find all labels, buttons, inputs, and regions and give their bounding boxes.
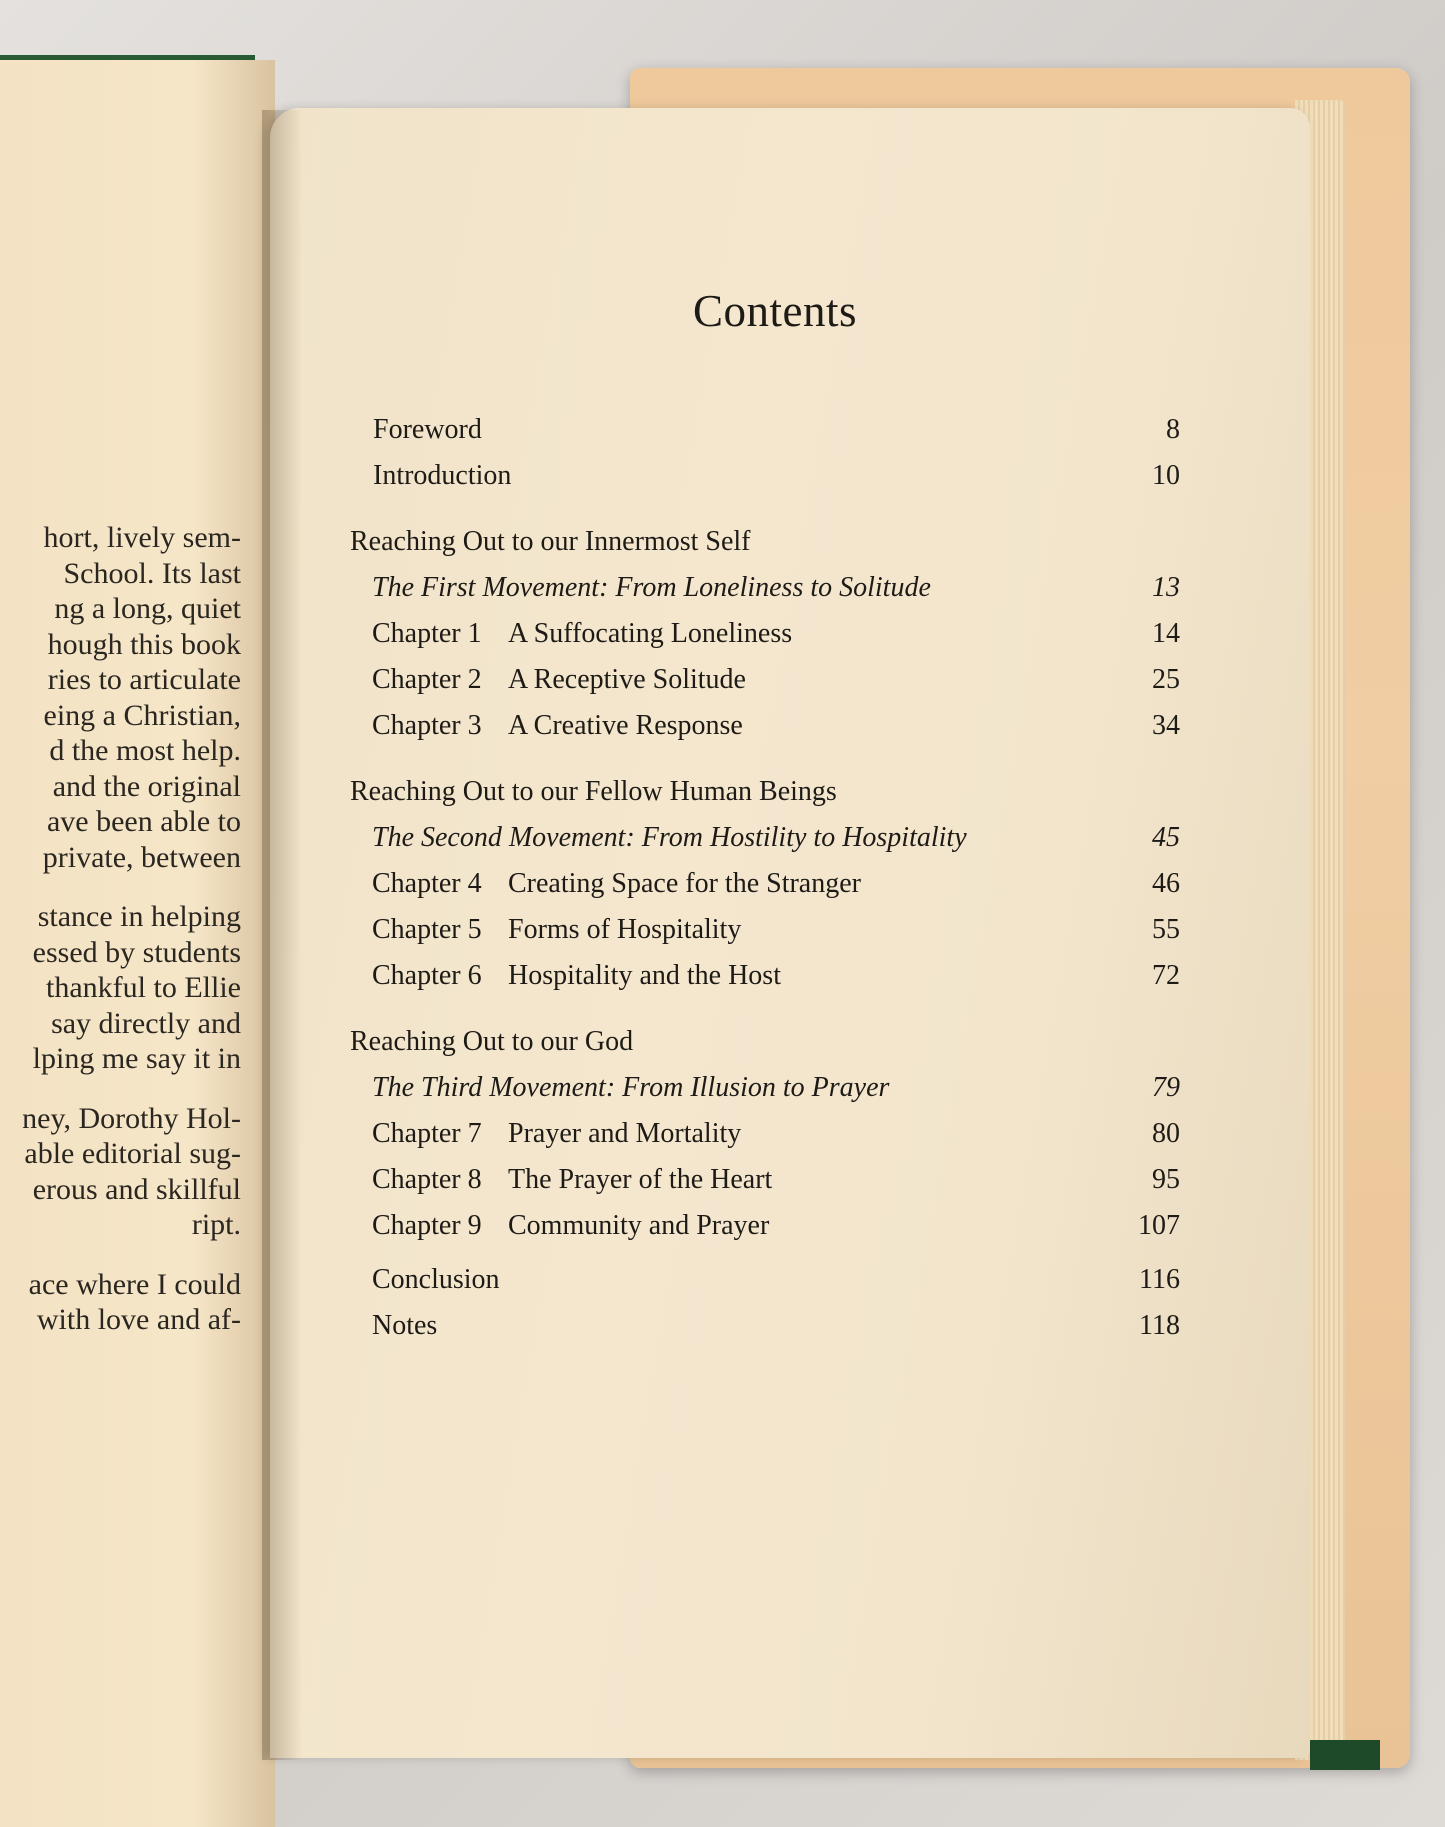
chapter-title: A Receptive Solitude <box>508 664 746 695</box>
chapter-number: Chapter 9 <box>372 1210 482 1241</box>
chapter-number: Chapter 3 <box>372 710 482 741</box>
toc-entry-conclusion <box>370 1257 1180 1303</box>
left-line: d the most help. <box>49 734 241 767</box>
page-number: 95 <box>1152 1164 1180 1195</box>
toc-entry-chapter <box>370 703 1180 749</box>
left-line: ries to articulate <box>47 663 241 696</box>
left-line: ace where I could <box>28 1267 241 1301</box>
chapter-number: Chapter 5 <box>372 914 482 945</box>
chapter-title: Community and Prayer <box>508 1210 770 1241</box>
chapter-number: Chapter 4 <box>372 868 482 899</box>
entry-label: Conclusion <box>372 1264 500 1295</box>
entry-label: The Third Movement: From Illusion to Prayer <box>372 1072 890 1103</box>
entry-label: Notes <box>372 1310 438 1341</box>
left-line: stance in helping <box>37 900 241 933</box>
left-line: hort, lively sem- <box>43 521 241 554</box>
page-number: 45 <box>1152 822 1180 853</box>
chapter-title: A Suffocating Loneliness <box>508 618 793 649</box>
toc-entry-chapter <box>370 657 1180 703</box>
chapter-number: Chapter 1 <box>372 618 482 649</box>
left-line: and the original <box>52 769 241 803</box>
left-line: say directly and <box>51 1006 241 1040</box>
chapter-title: Creating Space for the Stranger <box>508 868 861 899</box>
toc-entry-chapter <box>370 907 1180 953</box>
group-gap <box>370 1249 1180 1257</box>
toc-entry-chapter <box>370 1157 1180 1203</box>
page-number: 107 <box>1138 1210 1180 1241</box>
left-line: erous and skillful <box>32 1172 241 1206</box>
table-of-contents <box>350 285 1180 1349</box>
page-number: 34 <box>1152 710 1180 741</box>
left-page-text <box>0 520 241 1338</box>
toc-entry-introduction <box>370 453 1180 499</box>
page-number: 79 <box>1152 1072 1180 1103</box>
page-number: 13 <box>1152 572 1180 603</box>
page-number: 80 <box>1152 1118 1180 1149</box>
toc-entry-notes <box>370 1303 1180 1349</box>
page-number: 116 <box>1139 1264 1180 1295</box>
left-line: eing a Christian, <box>43 698 241 732</box>
page-number: 72 <box>1152 960 1180 991</box>
left-line: private, between <box>42 840 241 874</box>
entry-label: The First Movement: From Loneliness to Solitude <box>372 572 931 603</box>
section-heading: Reaching Out to our God <box>350 1026 634 1057</box>
toc-entry-movement <box>370 565 1180 611</box>
toc-entry-chapter <box>370 1111 1180 1157</box>
chapter-number: Chapter 8 <box>372 1164 482 1195</box>
toc-entry-foreword <box>370 407 1180 453</box>
page-title: Contents <box>692 286 857 336</box>
toc-entry-chapter <box>370 861 1180 907</box>
left-line: hough this book <box>47 627 241 661</box>
chapter-number: Chapter 2 <box>372 664 482 695</box>
left-line: thankful to Ellie <box>46 971 241 1004</box>
toc-entry-chapter <box>370 953 1180 999</box>
page-number: 55 <box>1152 914 1180 945</box>
paragraph-gap <box>0 1077 241 1101</box>
section-heading: Reaching Out to our Innermost Self <box>350 526 751 557</box>
left-line: ave been able to <box>46 805 241 838</box>
toc-entry-chapter <box>370 1203 1180 1249</box>
page-number: 46 <box>1152 868 1180 899</box>
chapter-number: Chapter 7 <box>372 1118 482 1149</box>
chapter-title: Prayer and Mortality <box>508 1118 742 1149</box>
left-line: ript. <box>191 1208 241 1241</box>
paragraph-gap <box>0 875 241 899</box>
page-number: 10 <box>1152 460 1180 491</box>
page-number: 118 <box>1139 1310 1180 1341</box>
section-heading: Reaching Out to our Fellow Human Beings <box>350 776 837 807</box>
left-line: ng a long, quiet <box>54 592 241 625</box>
left-line: with love and af- <box>36 1303 241 1336</box>
left-line: able editorial sug- <box>24 1137 241 1170</box>
chapter-title: Forms of Hospitality <box>508 914 742 945</box>
gutter-shadow <box>262 110 302 1760</box>
left-line: essed by students <box>32 935 241 969</box>
toc-entry-chapter <box>370 611 1180 657</box>
toc-entry-movement <box>370 1065 1180 1111</box>
left-line: lping me say it in <box>32 1042 241 1075</box>
paragraph-gap <box>0 1243 241 1267</box>
entry-label: Foreword <box>373 414 482 445</box>
left-page <box>0 60 275 1827</box>
chapter-title: A Creative Response <box>508 710 743 741</box>
left-line: ney, Dorothy Hol- <box>22 1101 241 1135</box>
chapter-number: Chapter 6 <box>372 960 482 991</box>
chapter-title: Hospitality and the Host <box>508 960 781 991</box>
entry-label: Introduction <box>373 460 512 491</box>
entry-label: The Second Movement: From Hostility to Hospitality <box>372 822 967 853</box>
book-cover-bottom <box>1310 1740 1380 1770</box>
chapter-title: The Prayer of the Heart <box>508 1164 773 1195</box>
page-number: 14 <box>1152 618 1180 649</box>
toc-entry-movement <box>370 815 1180 861</box>
page-number: 8 <box>1166 414 1180 445</box>
left-line: School. Its last <box>63 556 241 590</box>
page-number: 25 <box>1152 664 1180 695</box>
